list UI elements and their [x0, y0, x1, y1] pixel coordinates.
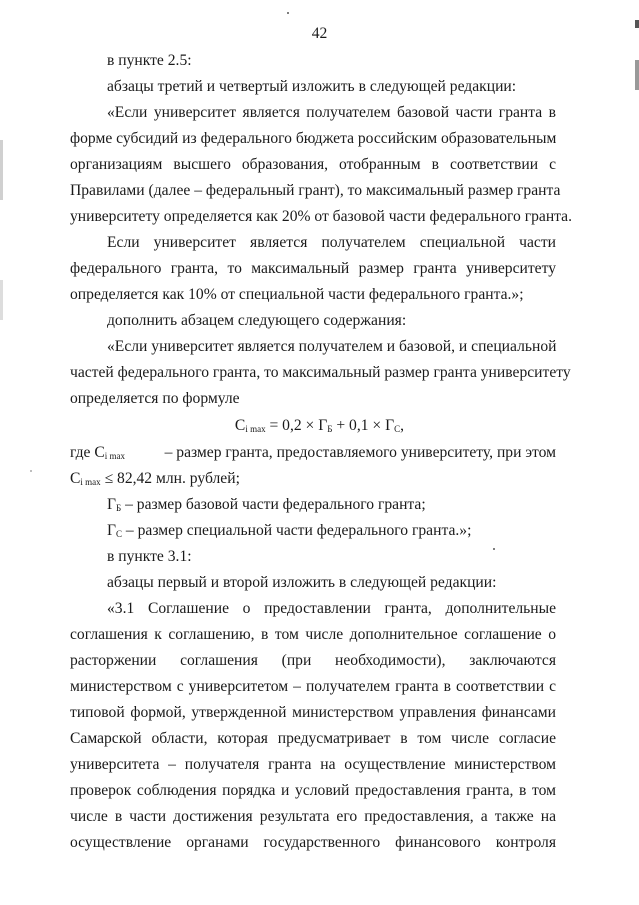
text-line: абзацы первый и второй изложить в следующей редакции:	[107, 574, 497, 591]
text-line: $Г_Б$ – размер базовой части федерального гранта;	[107, 496, 426, 513]
text-line: расторжении соглашения (при необходимости), заключаются	[70, 652, 556, 669]
page-number: 42	[311, 25, 328, 42]
scan-edge-mark	[0, 280, 3, 320]
text-line: в пункте 3.1:	[107, 548, 192, 565]
text-line: федерального гранта, то максимальный размер гранта университету	[70, 260, 556, 277]
text-line: организациям высшего образования, отобранным в соответствии с	[70, 156, 556, 173]
text-line: $C_{i max} \le 82,42$ млн. рублей;	[70, 470, 240, 487]
text-line: частей федерального гранта, то максимальный размер гранта университету	[70, 364, 571, 381]
text-line: университету определяется как 20% от базовой части федерального гранта.	[70, 208, 572, 225]
text-line: осуществление органами государственного финансового контроля	[70, 834, 556, 851]
text-line: форме субсидий из федерального бюджета российским образовательным	[70, 130, 557, 147]
text-line: «Если университет является получателем базовой части гранта в	[107, 104, 556, 121]
text-line: соглашения к соглашению, в том числе дополнительное соглашение о	[70, 626, 556, 643]
scan-speck	[30, 470, 32, 472]
text-line: числе в части достижения результата его предоставления, а также на	[70, 808, 556, 825]
text-line: абзацы третий и четвертый изложить в следующей редакции:	[107, 78, 517, 95]
scan-edge-mark	[0, 140, 3, 200]
text-line: Самарской области, которая предусматривает в том числе согласие	[70, 730, 556, 747]
text-line: определяется по формуле	[70, 390, 240, 407]
text-line: Правилами (далее – федеральный грант), то максимальный размер гранта	[70, 182, 561, 199]
text-line: в пункте 2.5:	[107, 52, 192, 69]
scan-edge-mark	[635, 60, 639, 90]
scan-speck	[493, 548, 495, 550]
text-line: $Г_С$ – размер специальной части федерального гранта.»;	[107, 522, 472, 539]
formula: $C_{i max} = 0,2 \times Г_Б + 0,1 \times Г_С$,	[234, 417, 405, 434]
text-line: дополнить абзацем следующего содержания:	[107, 312, 407, 329]
scan-speck	[287, 12, 289, 14]
text-line: «Если университет является получателем и базовой, и специальной	[107, 338, 557, 355]
text-line: типовой формой, утвержденной министерством управления финансами	[70, 704, 556, 721]
text-line: где $C_{i max}$ – размер гранта, предоставляемого университету, при этом	[70, 444, 556, 461]
text-line: определяется как 10% от специальной части федерального гранта.»;	[70, 286, 524, 303]
text-line: «3.1 Соглашение о предоставлении гранта, дополнительные	[107, 600, 556, 617]
text-line: университета – получателя гранта на осуществление министерством	[70, 756, 556, 773]
text-line: проверок соблюдения порядка и условий предоставления гранта, в том	[70, 782, 556, 799]
scan-edge-mark	[635, 20, 639, 28]
text-line: министерством с университетом – получателем гранта в соответствии с	[70, 678, 556, 695]
text-line: Если университет является получателем специальной части	[107, 234, 556, 251]
